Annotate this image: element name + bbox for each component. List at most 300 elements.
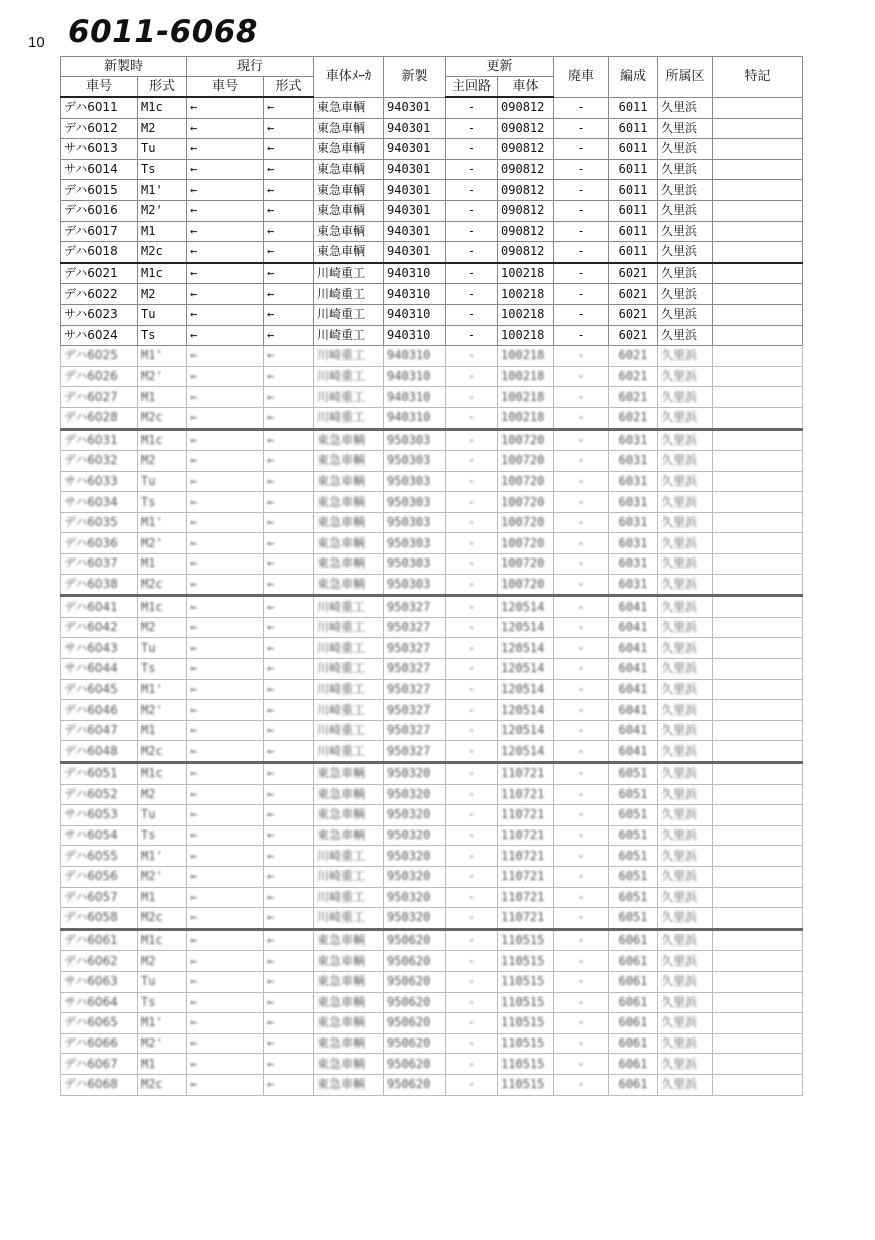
car-number-cell: デハ6036 — [61, 533, 138, 554]
car-number-cell: デハ6068 — [61, 1074, 138, 1095]
current-car-cell: ← — [187, 1054, 264, 1075]
table-row — [61, 908, 803, 930]
type-cell: Tu — [138, 139, 187, 160]
scrapped-cell: - — [554, 659, 609, 680]
main-circuit-cell: - — [446, 741, 498, 763]
table-row — [61, 679, 803, 700]
maker-cell: 川崎重工 — [314, 263, 384, 284]
depot-cell: 久里浜 — [658, 679, 713, 700]
type-cell: M1c — [138, 763, 187, 785]
body-renewal-cell: 100218 — [498, 407, 554, 429]
maker-cell: 川崎重工 — [314, 284, 384, 305]
scrapped-cell: - — [554, 1054, 609, 1075]
new-date-cell: 940310 — [384, 366, 446, 387]
new-date-cell: 950327 — [384, 659, 446, 680]
page-title: 6011-6068 — [68, 14, 258, 50]
note-cell — [713, 908, 803, 930]
maker-cell: 東急車輌 — [314, 221, 384, 242]
new-date-cell: 950620 — [384, 992, 446, 1013]
body-renewal-cell: 100218 — [498, 346, 554, 367]
current-car-cell: ← — [187, 118, 264, 139]
new-date-cell: 950320 — [384, 763, 446, 785]
new-date-cell: 940310 — [384, 263, 446, 284]
car-number-cell: デハ6041 — [61, 596, 138, 618]
table-row — [61, 992, 803, 1013]
body-renewal-cell: 110721 — [498, 866, 554, 887]
body-renewal-cell: 090812 — [498, 221, 554, 242]
current-type-cell: ← — [264, 554, 314, 575]
formation-cell: 6041 — [609, 679, 658, 700]
scrapped-cell: - — [554, 617, 609, 638]
scrapped-cell: - — [554, 763, 609, 785]
main-circuit-cell: - — [446, 325, 498, 346]
table-row — [61, 512, 803, 533]
car-number-cell: デハ6026 — [61, 366, 138, 387]
formation-cell: 6011 — [609, 221, 658, 242]
current-car-cell: ← — [187, 221, 264, 242]
table-body — [61, 97, 803, 346]
current-car-cell: ← — [187, 825, 264, 846]
header-current-type: 形式 — [264, 77, 314, 98]
formation-cell: 6011 — [609, 159, 658, 180]
scrapped-cell: - — [554, 242, 609, 263]
note-cell — [713, 1054, 803, 1075]
type-cell: Ts — [138, 159, 187, 180]
car-number-cell: デハ6028 — [61, 407, 138, 429]
formation-cell: 6041 — [609, 659, 658, 680]
note-cell — [713, 429, 803, 451]
table-row — [61, 451, 803, 472]
current-type-cell: ← — [264, 407, 314, 429]
formation-cell: 6041 — [609, 596, 658, 618]
body-renewal-cell: 110721 — [498, 763, 554, 785]
type-cell: M2 — [138, 451, 187, 472]
note-cell — [713, 763, 803, 785]
current-type-cell: ← — [264, 471, 314, 492]
formation-cell: 6051 — [609, 825, 658, 846]
table-header — [61, 57, 803, 98]
maker-cell: 東急車輌 — [314, 784, 384, 805]
current-car-cell: ← — [187, 971, 264, 992]
current-type-cell: ← — [264, 97, 314, 118]
current-car-cell: ← — [187, 471, 264, 492]
note-cell — [713, 407, 803, 429]
current-car-cell: ← — [187, 866, 264, 887]
depot-cell: 久里浜 — [658, 159, 713, 180]
car-number-cell: サハ6063 — [61, 971, 138, 992]
current-car-cell: ← — [187, 679, 264, 700]
main-circuit-cell: - — [446, 180, 498, 201]
formation-cell: 6021 — [609, 407, 658, 429]
type-cell: M1 — [138, 887, 187, 908]
depot-cell: 久里浜 — [658, 533, 713, 554]
current-car-cell: ← — [187, 242, 264, 263]
note-cell — [713, 242, 803, 263]
note-cell — [713, 720, 803, 741]
scrapped-cell: - — [554, 596, 609, 618]
note-cell — [713, 1033, 803, 1054]
body-renewal-cell: 120514 — [498, 659, 554, 680]
depot-cell: 久里浜 — [658, 263, 713, 284]
note-cell — [713, 971, 803, 992]
note-cell — [713, 492, 803, 513]
new-date-cell: 940301 — [384, 242, 446, 263]
type-cell: Tu — [138, 638, 187, 659]
type-cell: M1c — [138, 97, 187, 118]
car-number-cell: サハ6033 — [61, 471, 138, 492]
table-row — [61, 304, 803, 325]
depot-cell: 久里浜 — [658, 951, 713, 972]
formation-cell: 6031 — [609, 492, 658, 513]
current-type-cell: ← — [264, 533, 314, 554]
new-date-cell: 950620 — [384, 971, 446, 992]
scrapped-cell: - — [554, 866, 609, 887]
maker-cell: 東急車輌 — [314, 118, 384, 139]
maker-cell: 東急車輌 — [314, 1033, 384, 1054]
scrapped-cell: - — [554, 574, 609, 596]
maker-cell: 川崎重工 — [314, 387, 384, 408]
header-renewal: 更新 — [446, 57, 554, 77]
car-number-cell: デハ6047 — [61, 720, 138, 741]
scrapped-cell: - — [554, 263, 609, 284]
car-number-cell: デハ6037 — [61, 554, 138, 575]
table-row — [61, 763, 803, 785]
body-renewal-cell: 100720 — [498, 429, 554, 451]
formation-cell: 6011 — [609, 139, 658, 160]
depot-cell: 久里浜 — [658, 304, 713, 325]
scrapped-cell: - — [554, 951, 609, 972]
car-number-cell: デハ6066 — [61, 1033, 138, 1054]
note-cell — [713, 784, 803, 805]
current-type-cell: ← — [264, 325, 314, 346]
maker-cell: 東急車輌 — [314, 929, 384, 951]
current-type-cell: ← — [264, 242, 314, 263]
maker-cell: 東急車輌 — [314, 763, 384, 785]
formation-cell: 6021 — [609, 263, 658, 284]
car-number-cell: デハ6025 — [61, 346, 138, 367]
depot-cell: 久里浜 — [658, 97, 713, 118]
current-car-cell: ← — [187, 407, 264, 429]
note-cell — [713, 700, 803, 721]
table-row — [61, 118, 803, 139]
note-cell — [713, 741, 803, 763]
table-row — [61, 159, 803, 180]
current-car-cell: ← — [187, 929, 264, 951]
note-cell — [713, 638, 803, 659]
header-new-build: 新製時 — [61, 57, 187, 77]
scrapped-cell: - — [554, 512, 609, 533]
current-type-cell: ← — [264, 512, 314, 533]
body-renewal-cell: 110515 — [498, 929, 554, 951]
current-type-cell: ← — [264, 763, 314, 785]
table-row — [61, 638, 803, 659]
new-date-cell: 950620 — [384, 929, 446, 951]
new-date-cell: 940301 — [384, 221, 446, 242]
current-type-cell: ← — [264, 180, 314, 201]
table-row — [61, 554, 803, 575]
formation-cell: 6021 — [609, 346, 658, 367]
depot-cell: 久里浜 — [658, 554, 713, 575]
note-cell — [713, 118, 803, 139]
maker-cell: 東急車輌 — [314, 492, 384, 513]
formation-cell: 6051 — [609, 805, 658, 826]
current-type-cell: ← — [264, 887, 314, 908]
formation-cell: 6061 — [609, 971, 658, 992]
main-circuit-cell: - — [446, 763, 498, 785]
new-date-cell: 940310 — [384, 325, 446, 346]
formation-cell: 6051 — [609, 846, 658, 867]
note-cell — [713, 304, 803, 325]
formation-cell: 6031 — [609, 471, 658, 492]
formation-cell: 6061 — [609, 1033, 658, 1054]
main-circuit-cell: - — [446, 492, 498, 513]
current-car-cell: ← — [187, 992, 264, 1013]
body-renewal-cell: 090812 — [498, 97, 554, 118]
maker-cell: 東急車輌 — [314, 1013, 384, 1034]
depot-cell: 久里浜 — [658, 284, 713, 305]
depot-cell: 久里浜 — [658, 700, 713, 721]
type-cell: M2' — [138, 366, 187, 387]
new-date-cell: 950320 — [384, 825, 446, 846]
header-body: 車体 — [498, 77, 554, 98]
note-cell — [713, 221, 803, 242]
type-cell: M2 — [138, 784, 187, 805]
car-number-cell: デハ6038 — [61, 574, 138, 596]
current-car-cell: ← — [187, 159, 264, 180]
table-row — [61, 97, 803, 118]
current-type-cell: ← — [264, 741, 314, 763]
current-type-cell: ← — [264, 1054, 314, 1075]
table-row — [61, 720, 803, 741]
maker-cell: 東急車輌 — [314, 451, 384, 472]
scrapped-cell: - — [554, 221, 609, 242]
header-current-car-no: 車号 — [187, 77, 264, 98]
type-cell: Tu — [138, 971, 187, 992]
depot-cell: 久里浜 — [658, 180, 713, 201]
current-type-cell: ← — [264, 846, 314, 867]
main-circuit-cell: - — [446, 1074, 498, 1095]
body-renewal-cell: 120514 — [498, 700, 554, 721]
table-row — [61, 221, 803, 242]
current-type-cell: ← — [264, 596, 314, 618]
body-renewal-cell: 110721 — [498, 784, 554, 805]
type-cell: M2c — [138, 741, 187, 763]
main-circuit-cell: - — [446, 992, 498, 1013]
note-cell — [713, 846, 803, 867]
depot-cell: 久里浜 — [658, 451, 713, 472]
new-date-cell: 940310 — [384, 284, 446, 305]
type-cell: Tu — [138, 471, 187, 492]
current-type-cell: ← — [264, 679, 314, 700]
formation-cell: 6011 — [609, 118, 658, 139]
depot-cell: 久里浜 — [658, 638, 713, 659]
main-circuit-cell: - — [446, 221, 498, 242]
formation-cell: 6031 — [609, 512, 658, 533]
depot-cell: 久里浜 — [658, 1054, 713, 1075]
depot-cell: 久里浜 — [658, 139, 713, 160]
body-renewal-cell: 110721 — [498, 846, 554, 867]
scrapped-cell: - — [554, 679, 609, 700]
new-date-cell: 950327 — [384, 679, 446, 700]
main-circuit-cell: - — [446, 866, 498, 887]
maker-cell: 川崎重工 — [314, 304, 384, 325]
current-type-cell: ← — [264, 387, 314, 408]
car-number-cell: デハ6051 — [61, 763, 138, 785]
formation-cell: 6041 — [609, 741, 658, 763]
car-number-cell: デハ6055 — [61, 846, 138, 867]
maker-cell: 川崎重工 — [314, 679, 384, 700]
current-type-cell: ← — [264, 366, 314, 387]
current-type-cell: ← — [264, 200, 314, 221]
type-cell: M1 — [138, 554, 187, 575]
new-date-cell: 950620 — [384, 1054, 446, 1075]
new-date-cell: 950320 — [384, 805, 446, 826]
header-notes: 特記 — [713, 57, 803, 98]
current-car-cell: ← — [187, 1013, 264, 1034]
body-renewal-cell: 120514 — [498, 679, 554, 700]
main-circuit-cell: - — [446, 659, 498, 680]
current-car-cell: ← — [187, 741, 264, 763]
type-cell: M1' — [138, 846, 187, 867]
depot-cell: 久里浜 — [658, 659, 713, 680]
table-row — [61, 242, 803, 263]
maker-cell: 東急車輌 — [314, 180, 384, 201]
car-number-cell: デハ6056 — [61, 866, 138, 887]
formation-cell: 6041 — [609, 617, 658, 638]
note-cell — [713, 992, 803, 1013]
main-circuit-cell: - — [446, 97, 498, 118]
main-circuit-cell: - — [446, 263, 498, 284]
current-type-cell: ← — [264, 908, 314, 930]
new-date-cell: 950327 — [384, 700, 446, 721]
current-type-cell: ← — [264, 992, 314, 1013]
table-row — [61, 1074, 803, 1095]
body-renewal-cell: 100218 — [498, 366, 554, 387]
type-cell: M1' — [138, 346, 187, 367]
type-cell: M2 — [138, 951, 187, 972]
body-renewal-cell: 100218 — [498, 304, 554, 325]
table-row — [61, 366, 803, 387]
new-date-cell: 950303 — [384, 574, 446, 596]
main-circuit-cell: - — [446, 1033, 498, 1054]
type-cell: Tu — [138, 304, 187, 325]
note-cell — [713, 200, 803, 221]
body-renewal-cell: 110515 — [498, 1074, 554, 1095]
main-circuit-cell: - — [446, 407, 498, 429]
note-cell — [713, 180, 803, 201]
current-car-cell: ← — [187, 533, 264, 554]
main-circuit-cell: - — [446, 242, 498, 263]
scrapped-cell: - — [554, 284, 609, 305]
formation-cell: 6011 — [609, 200, 658, 221]
formation-cell: 6011 — [609, 180, 658, 201]
body-renewal-cell: 100218 — [498, 263, 554, 284]
car-number-cell: デハ6052 — [61, 784, 138, 805]
main-circuit-cell: - — [446, 387, 498, 408]
depot-cell: 久里浜 — [658, 492, 713, 513]
new-date-cell: 940301 — [384, 180, 446, 201]
current-car-cell: ← — [187, 700, 264, 721]
type-cell: M1' — [138, 1013, 187, 1034]
current-type-cell: ← — [264, 1074, 314, 1095]
formation-cell: 6031 — [609, 451, 658, 472]
scrapped-cell: - — [554, 908, 609, 930]
car-number-cell: デハ6058 — [61, 908, 138, 930]
scrapped-cell: - — [554, 700, 609, 721]
type-cell: M2c — [138, 1074, 187, 1095]
new-date-cell: 950327 — [384, 596, 446, 618]
depot-cell: 久里浜 — [658, 325, 713, 346]
depot-cell: 久里浜 — [658, 512, 713, 533]
scrapped-cell: - — [554, 1013, 609, 1034]
note-cell — [713, 951, 803, 972]
type-cell: M1 — [138, 720, 187, 741]
scrapped-cell: - — [554, 1033, 609, 1054]
note-cell — [713, 533, 803, 554]
body-renewal-cell: 100720 — [498, 512, 554, 533]
maker-cell: 東急車輌 — [314, 574, 384, 596]
current-car-cell: ← — [187, 139, 264, 160]
type-cell: M2 — [138, 118, 187, 139]
new-date-cell: 940310 — [384, 304, 446, 325]
new-date-cell: 950303 — [384, 533, 446, 554]
depot-cell: 久里浜 — [658, 387, 713, 408]
new-date-cell: 950320 — [384, 846, 446, 867]
main-circuit-cell: - — [446, 118, 498, 139]
maker-cell: 川崎重工 — [314, 866, 384, 887]
new-date-cell: 950303 — [384, 492, 446, 513]
table-row — [61, 784, 803, 805]
body-renewal-cell: 110721 — [498, 825, 554, 846]
scrapped-cell: - — [554, 805, 609, 826]
current-car-cell: ← — [187, 512, 264, 533]
maker-cell: 東急車輌 — [314, 992, 384, 1013]
depot-cell: 久里浜 — [658, 221, 713, 242]
note-cell — [713, 366, 803, 387]
maker-cell: 東急車輌 — [314, 512, 384, 533]
note-cell — [713, 554, 803, 575]
current-car-cell: ← — [187, 574, 264, 596]
formation-cell: 6061 — [609, 929, 658, 951]
current-car-cell: ← — [187, 451, 264, 472]
header-car-no: 車号 — [61, 77, 138, 98]
current-type-cell: ← — [264, 492, 314, 513]
current-type-cell: ← — [264, 1013, 314, 1034]
maker-cell: 東急車輌 — [314, 951, 384, 972]
car-roster-table-container — [60, 56, 802, 1096]
depot-cell: 久里浜 — [658, 200, 713, 221]
current-car-cell: ← — [187, 554, 264, 575]
table-row — [61, 1033, 803, 1054]
main-circuit-cell: - — [446, 720, 498, 741]
depot-cell: 久里浜 — [658, 846, 713, 867]
current-type-cell: ← — [264, 139, 314, 160]
depot-cell: 久里浜 — [658, 805, 713, 826]
current-type-cell: ← — [264, 284, 314, 305]
table-row — [61, 139, 803, 160]
maker-cell: 川崎重工 — [314, 741, 384, 763]
depot-cell: 久里浜 — [658, 366, 713, 387]
table-body-blurred — [61, 346, 803, 1095]
car-number-cell: デハ6065 — [61, 1013, 138, 1034]
depot-cell: 久里浜 — [658, 617, 713, 638]
scrapped-cell: - — [554, 554, 609, 575]
header-maker: 車体ﾒｰｶ — [314, 57, 384, 98]
depot-cell: 久里浜 — [658, 908, 713, 930]
depot-cell: 久里浜 — [658, 887, 713, 908]
body-renewal-cell: 090812 — [498, 200, 554, 221]
scrapped-cell: - — [554, 325, 609, 346]
